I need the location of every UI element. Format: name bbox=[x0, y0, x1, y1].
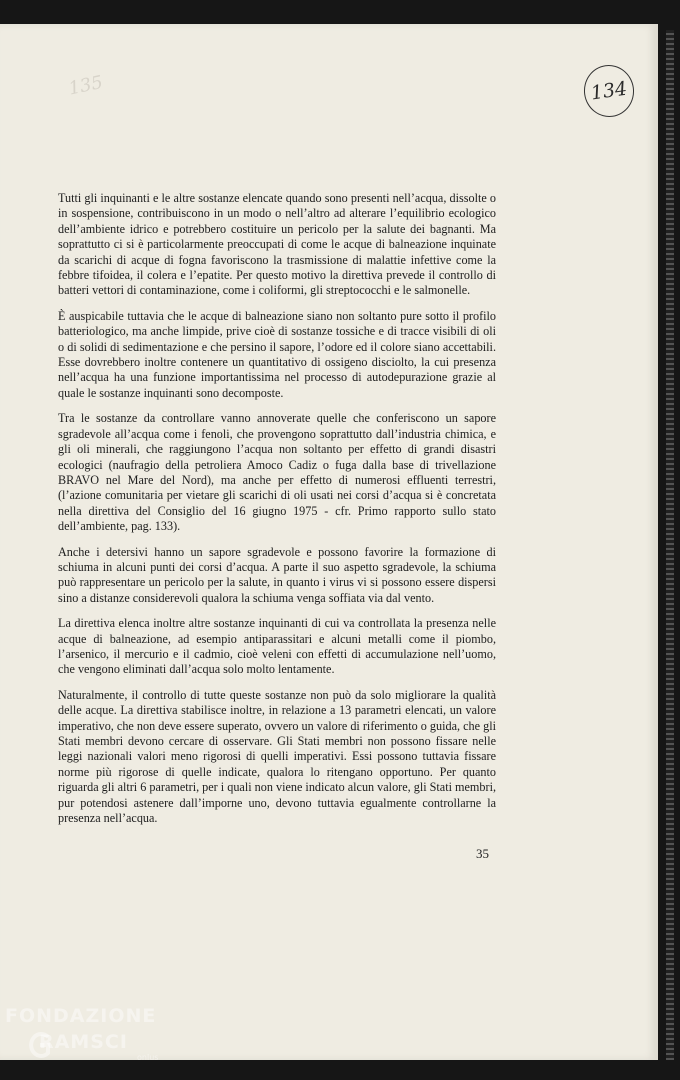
watermark-small-text: onlus bbox=[137, 1053, 159, 1062]
paragraph-5: La direttiva elenca inoltre altre sostanze inquinanti di cui va controllata la presenza nelle acque di balneazione, ad esempio antiparassitari e alcuni metalli come il piombo, l’arsenico, il mercurio e il cadmio, cioè veleni con effetti di accumulazione nell’uomo, che vengono eliminati dall’acqua solo molto lentamente. bbox=[58, 616, 496, 677]
faded-archive-number: 135 bbox=[66, 71, 105, 100]
watermark-line-2: RAMSCI bbox=[39, 1031, 128, 1053]
paragraph-3: Tra le sostanze da controllare vanno annoverate quelle che conferiscono un sapore sgradevole all’acqua come i fenoli, che provengono soprattutto dall’industria chimica, e gli oli minerali, che raggiungono l’acqua non soltanto per effetto di grandi disastri ecologici (naufragio della petroliera Amoco Cadiz o fuga dalla base di trivellazione BRAVO nel Mare del Nord), ma anche per effetto di numerosi effluenti terrestri, (l’azione comunitaria per vietare gli scarichi di oli usati nei corsi d’acqua si è concretata nella direttiva del Consiglio del 16 giugno 1975 - cfr. Primo rapporto sullo stato dell’ambiente, pag. 133). bbox=[58, 411, 496, 534]
paragraph-2: È auspicabile tuttavia che le acque di balneazione siano non soltanto pure sotto il profilo batteriologico, ma anche limpide, prive cioè di sostanze tossiche e di tracce visibili di oli o di solidi di sedimentazione e che persino il sapore, l’odore ed il colore siano accettabili. Esse dovrebbero inoltre contenere un quantitativo di ossigeno disciolto, la cui presenza nell’acqua ha una funzione importantissima nel processo di autodepurazione grazie al quale le sostanze inquinanti sono decomposte. bbox=[58, 308, 496, 400]
page-number: 35 bbox=[476, 846, 489, 861]
handwritten-archive-number: 134 bbox=[581, 62, 638, 120]
watermark-line-1: FONDAZIONE bbox=[5, 1005, 157, 1027]
fondazione-gramsci-watermark bbox=[5, 1005, 175, 1075]
document-page bbox=[0, 24, 658, 1060]
body-text bbox=[58, 191, 496, 836]
paragraph-4: Anche i detersivi hanno un sapore sgradevole e possono favorire la formazione di schiuma in alcuni punti dei corsi d’acqua. A parte il suo aspetto sgradevole, la schiuma può rappresentare un pericolo per la salute, in quanto i virus vi si possono essere dispersi sino a distanze considerevoli qualora la schiuma venga soffiata via dal vento. bbox=[58, 544, 496, 605]
paragraph-6: Naturalmente, il controllo di tutte queste sostanze non può da solo migliorare la qualità delle acque. La direttiva stabilisce inoltre, in relazione a 13 parametri elencati, un valore imperativo, che non deve essere superato, ovvero un valore di riferimento o guida, che gli Stati membri devono cercare di osservare. Gli Stati membri non possono fissare nelle leggi nazionali valori meno rigorosi di quelli imperativi. Essi possono tuttavia fissare norme più rigorose di quelle indicate, qualora lo ritengano opportuno. Per quanto riguarda gli altri 6 parametri, per i quali non viene indicato alcun valore, gli Stati membri, pur potendosi astenere dall’imporne uno, devono tuttavia egualmente controllarne la presenza nell’acqua. bbox=[58, 687, 496, 826]
paragraph-1: Tutti gli inquinanti e le altre sostanze elencate quando sono presenti nell’acqua, dissolte o in sospensione, contribuiscono in un modo o nell’altro ad alterare l’equilibrio ecologico dell’ambiente idrico e potrebbero costituire un pericolo per la salute dei bagnanti. Ma soprattutto ci si è particolarmente preoccupati di come le acque di balneazione inquinate da scarichi di acque di fogna favoriscono la trasmissione di malattie infettive come la febbre tifoidea, il colera e l’epatite. Per questo motivo la direttiva prevede il controllo di batteri vettori di contaminazione, come i coliformi, gli streptococchi e le salmonelle. bbox=[58, 191, 496, 298]
binding-edge bbox=[666, 30, 674, 1060]
